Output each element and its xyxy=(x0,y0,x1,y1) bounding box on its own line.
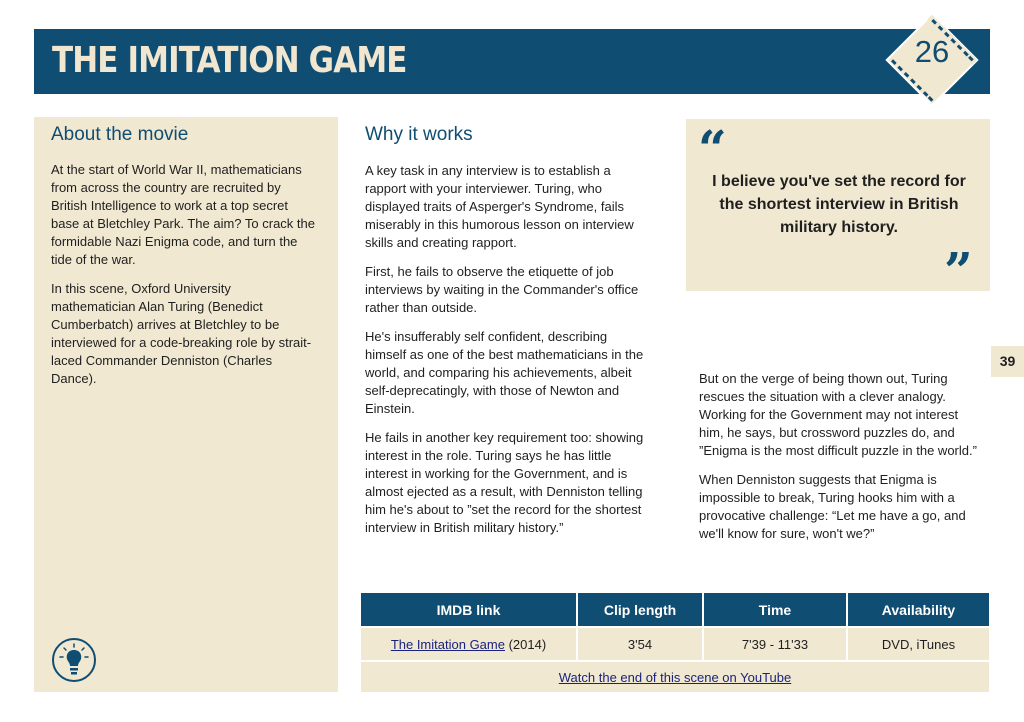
pull-quote xyxy=(686,119,990,300)
clip-info-table xyxy=(361,593,989,692)
why-paragraph: He's insufferably self confident, describing himself as one of the best mathematicians in the world, and comparing his achievements, albeit self-deprecatingly, with those of Newton and Einstein. xyxy=(365,329,644,416)
imdb-cell xyxy=(361,627,577,661)
close-quote-icon: ” xyxy=(944,241,973,300)
right-paragraph: When Denniston suggests that Enigma is impossible to break, Turing hooks him with a provocative challenge: “Let me have a go, and we'll know for sure, won't we?” xyxy=(699,472,966,541)
header-availability: Availability xyxy=(847,593,989,627)
page-title: THE IMITATION GAME xyxy=(52,40,407,81)
why-heading: Why it works xyxy=(365,124,473,145)
about-body xyxy=(51,161,315,399)
page-number: 39 xyxy=(991,346,1024,377)
table-row xyxy=(361,661,989,692)
chapter-number: 26 xyxy=(914,34,950,69)
imdb-year: (2014) xyxy=(504,636,547,652)
right-body xyxy=(699,370,984,554)
table-header-row xyxy=(361,593,989,627)
time-value: 7'39 - 11'33 xyxy=(703,627,847,661)
imdb-link[interactable]: The Imitation Game xyxy=(390,636,505,652)
youtube-cell xyxy=(361,661,989,692)
clip-length-value: 3'54 xyxy=(577,627,703,661)
about-paragraph: In this scene, Oxford University mathematician Alan Turing (Benedict Cumberbatch) arrives at Bletchley to be interviewed for a code-breaking role by strait-laced Commander Denniston (Charles Dance). xyxy=(51,281,312,386)
header-clip-length: Clip length xyxy=(577,593,703,627)
why-paragraph: First, he fails to observe the etiquette of job interviews by waiting in the Commander's office rather than outside. xyxy=(365,264,639,315)
youtube-link[interactable]: Watch the end of this scene on YouTube xyxy=(558,669,792,685)
header-imdb-link: IMDB link xyxy=(361,593,577,627)
lightbulb-icon xyxy=(51,637,97,683)
header-time: Time xyxy=(703,593,847,627)
availability-value: DVD, iTunes xyxy=(847,627,989,661)
table-row xyxy=(361,627,989,661)
why-body xyxy=(365,162,647,548)
why-paragraph: A key task in any interview is to establish a rapport with your interviewer. Turing, who displayed traits of Asperger's Syndrome, fails miserably in this humorous lesson on interview skills and creating rapport. xyxy=(365,163,634,250)
header-banner xyxy=(34,29,990,94)
about-paragraph: At the start of World War II, mathematicians from across the country are recruited by British Intelligence to work at a top secret base at Bletchley Park. The aim? To crack the formidable Nazi Enigma code, and turn the tide of the war. xyxy=(51,162,315,267)
why-paragraph: He fails in another key requirement too: showing interest in the role. Turing says he has little interest in working for the Government, and is almost ejected as a result, with Denniston telling him he's about to ”set the record for the shortest interview in British military history.” xyxy=(365,430,644,535)
chapter-badge xyxy=(882,12,982,108)
about-panel xyxy=(34,117,338,692)
quote-text: I believe you've set the record for the shortest interview in British military history. xyxy=(712,173,966,236)
about-heading: About the movie xyxy=(51,124,189,145)
open-quote-icon: “ xyxy=(698,119,727,178)
right-paragraph: But on the verge of being thown out, Turing rescues the situation with a clever analogy. Working for the Government may not interest him, he says, but crossword puzzles do, and ”Enigma is the most difficult puzzle in the world.” xyxy=(699,371,977,458)
